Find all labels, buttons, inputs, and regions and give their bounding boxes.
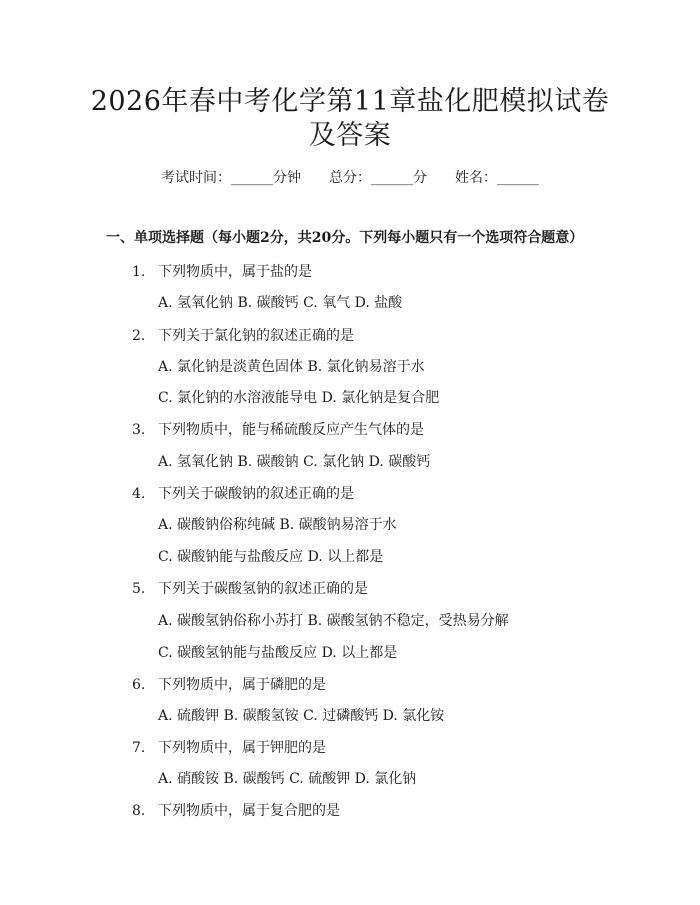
- question-number: 3.: [132, 422, 146, 438]
- question-options: A. 碳酸氢钠俗称小苏打 B. 碳酸氢钠不稳定，受热易分解: [158, 613, 509, 629]
- question-options: A. 氢氧化钠 B. 碳酸钠 C. 氯化钠 D. 碳酸钙: [158, 454, 431, 470]
- question-options: A. 碳酸钠俗称纯碱 B. 碳酸钠易溶于水: [158, 517, 397, 533]
- document-title-line-1: 2026年春中考化学第11章盐化肥模拟试卷: [90, 86, 610, 117]
- question-number: 2.: [132, 328, 146, 344]
- question-options: A. 硝酸铵 B. 碳酸钙 C. 硫酸钾 D. 氯化钠: [158, 771, 417, 787]
- question-number: 5.: [132, 581, 146, 597]
- section-heading: 一、单项选择题（每小题2分，共20分。下列每小题只有一个选项符合题意）: [106, 230, 584, 246]
- question-number: 4.: [132, 486, 146, 502]
- question-text: 下列物质中，能与稀硫酸反应产生气体的是: [158, 422, 424, 438]
- question-text: 下列物质中，属于复合肥的是: [158, 803, 340, 819]
- exam-meta-line: 考试时间：______分钟 总分：______分 姓名：______: [161, 170, 539, 186]
- question-text: 下列物质中，属于钾肥的是: [158, 740, 326, 756]
- question-options: C. 碳酸氢钠能与盐酸反应 D. 以上都是: [158, 645, 398, 661]
- question-number: 7.: [132, 740, 146, 756]
- question-options: C. 氯化钠的水溶液能导电 D. 氯化钠是复合肥: [158, 390, 440, 406]
- question-options: C. 碳酸钠能与盐酸反应 D. 以上都是: [158, 549, 384, 565]
- question-text: 下列关于碳酸氢钠的叙述正确的是: [158, 581, 368, 597]
- question-text: 下列关于碳酸钠的叙述正确的是: [158, 486, 354, 502]
- question-options: A. 氢氧化钠 B. 碳酸钙 C. 氧气 D. 盐酸: [158, 295, 403, 311]
- question-text: 下列物质中，属于盐的是: [158, 264, 312, 280]
- question-text: 下列物质中，属于磷肥的是: [158, 677, 326, 693]
- question-number: 8.: [132, 803, 146, 819]
- document-title-line-2: 及答案: [308, 120, 392, 151]
- question-number: 1.: [132, 264, 146, 280]
- question-options: A. 氯化钠是淡黄色固体 B. 氯化钠易溶于水: [158, 359, 425, 375]
- question-number: 6.: [132, 677, 146, 693]
- question-text: 下列关于氯化钠的叙述正确的是: [158, 328, 354, 344]
- question-options: A. 硫酸钾 B. 碳酸氢铵 C. 过磷酸钙 D. 氯化铵: [158, 708, 445, 724]
